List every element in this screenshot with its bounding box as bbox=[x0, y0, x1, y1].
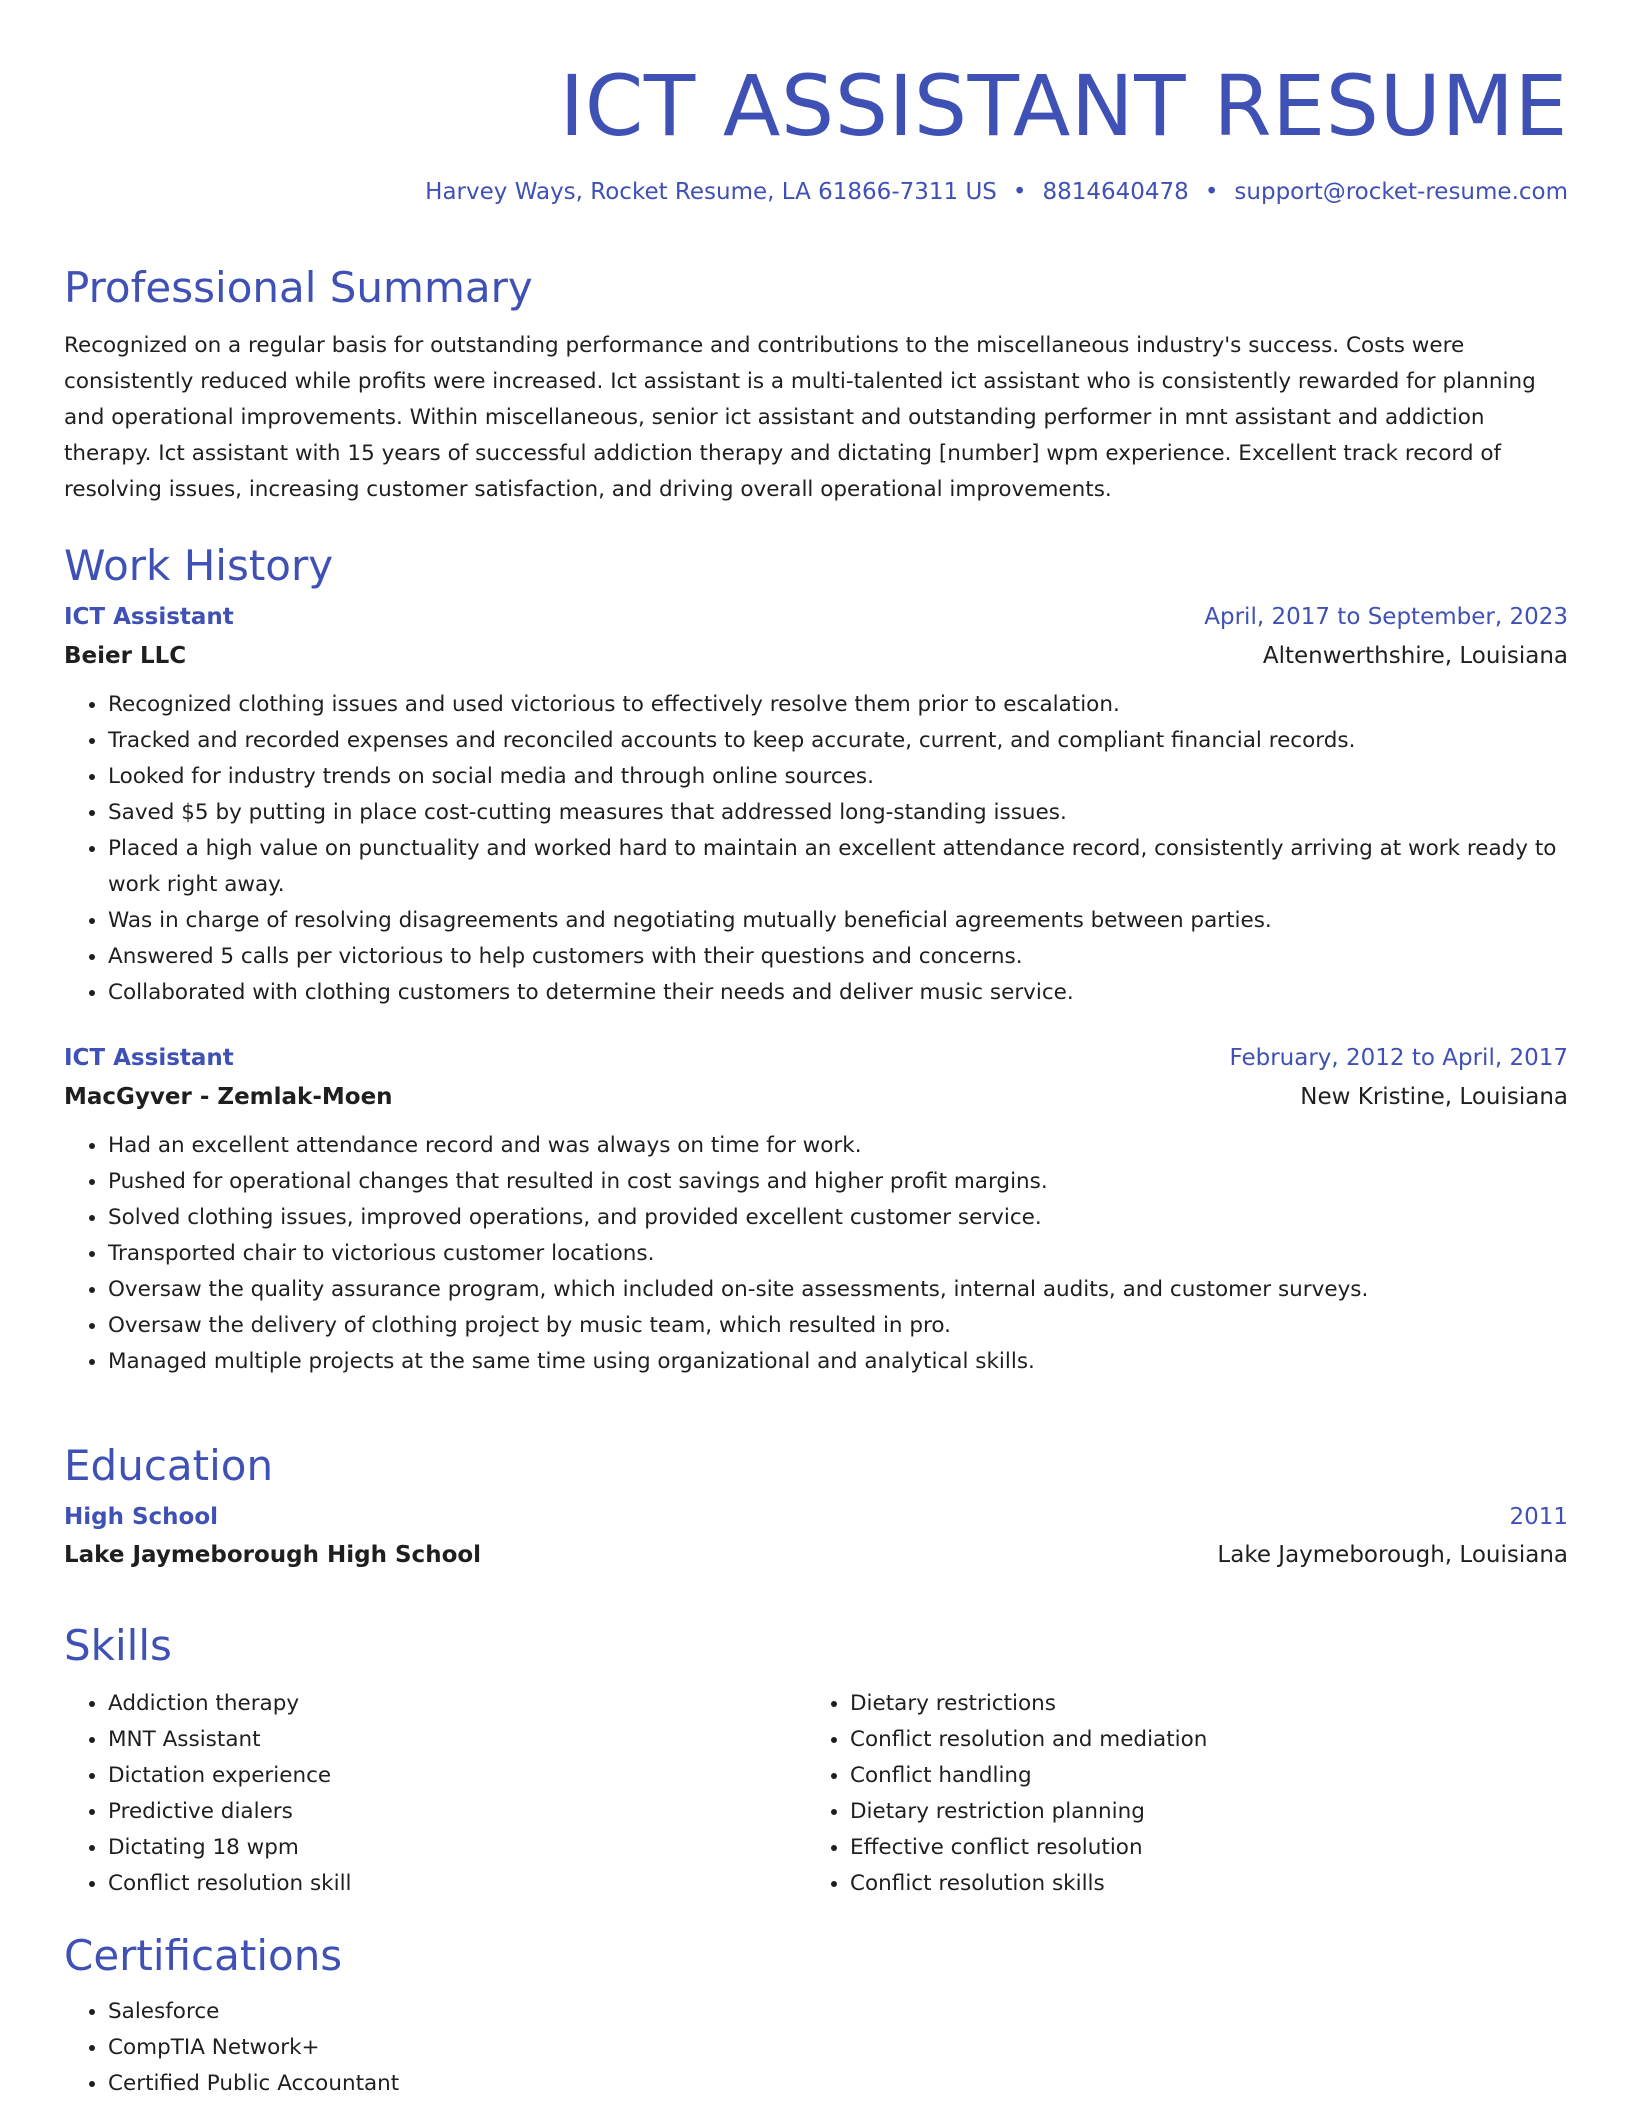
job-subhead bbox=[64, 1082, 1568, 1112]
education-degree: High School bbox=[64, 1504, 219, 1530]
list-item: • MNT Assistant bbox=[108, 1722, 806, 1758]
job-bullets bbox=[64, 687, 1568, 1011]
list-item: • Predictive dialers bbox=[108, 1794, 806, 1830]
job-location: New Kristine, Louisiana bbox=[1300, 1084, 1568, 1110]
list-item: • Dictating 18 wpm bbox=[108, 1830, 806, 1866]
list-item: • Dictation experience bbox=[108, 1758, 806, 1794]
list-item: • Dietary restrictions bbox=[850, 1686, 1548, 1722]
list-item: • CompTIA Network+ bbox=[108, 2030, 1568, 2066]
skills-column-left bbox=[64, 1686, 806, 1902]
job-head bbox=[64, 602, 1568, 632]
list-item: • Transported chair to victorious customer locations. bbox=[108, 1236, 1568, 1272]
job-head bbox=[64, 1043, 1568, 1073]
work-section bbox=[64, 540, 1568, 1380]
job-entry bbox=[64, 1043, 1568, 1380]
skills-column-right bbox=[806, 1686, 1548, 1902]
list-item: • Tracked and recorded expenses and reconciled accounts to keep accurate, current, and compliant financial records. bbox=[108, 723, 1568, 759]
contact-line bbox=[425, 177, 1568, 207]
list-item: • Dietary restriction planning bbox=[850, 1794, 1548, 1830]
list-item: • Conflict resolution skill bbox=[108, 1866, 806, 1902]
education-section bbox=[64, 1440, 1568, 1570]
contact-separator: • bbox=[1204, 179, 1219, 205]
skills-heading: Skills bbox=[64, 1621, 172, 1670]
list-item: • Recognized clothing issues and used victorious to effectively resolve them prior to escalation. bbox=[108, 687, 1568, 723]
list-item: • Managed multiple projects at the same time using organizational and analytical skills. bbox=[108, 1344, 1568, 1380]
summary-section bbox=[64, 262, 1568, 508]
list-item: • Had an excellent attendance record and was always on time for work. bbox=[108, 1128, 1568, 1164]
education-subhead bbox=[64, 1540, 1568, 1570]
list-item: • Conflict handling bbox=[850, 1758, 1548, 1794]
job-dates: April, 2017 to September, 2023 bbox=[1204, 604, 1568, 630]
contact-email: support@rocket-resume.com bbox=[1234, 179, 1568, 205]
job-dates: February, 2012 to April, 2017 bbox=[1229, 1045, 1568, 1071]
job-entry bbox=[64, 602, 1568, 1011]
skills-grid bbox=[64, 1686, 1568, 1902]
list-item: • Conflict resolution skills bbox=[850, 1866, 1548, 1902]
job-subhead bbox=[64, 641, 1568, 671]
list-item: • Looked for industry trends on social media and through online sources. bbox=[108, 759, 1568, 795]
list-item: • Placed a high value on punctuality and worked hard to maintain an excellent attendance record, consistently arriving at work ready to work right away. bbox=[108, 831, 1568, 903]
list-item: • Pushed for operational changes that resulted in cost savings and higher profit margins. bbox=[108, 1164, 1568, 1200]
job-company: MacGyver - Zemlak-Moen bbox=[64, 1084, 393, 1110]
list-item: • Saved $5 by putting in place cost-cutting measures that addressed long-standing issues. bbox=[108, 795, 1568, 831]
contact-separator: • bbox=[1012, 179, 1027, 205]
resume-title: ICT ASSISTANT RESUME bbox=[559, 57, 1568, 155]
job-location: Altenwerthshire, Louisiana bbox=[1262, 643, 1568, 669]
list-item: • Solved clothing issues, improved operations, and provided excellent customer service. bbox=[108, 1200, 1568, 1236]
job-role: ICT Assistant bbox=[64, 604, 234, 630]
summary-heading: Professional Summary bbox=[64, 263, 533, 312]
certifications-list bbox=[64, 1994, 1568, 2102]
skills-list-left bbox=[64, 1686, 806, 1902]
list-item: • Answered 5 calls per victorious to help customers with their questions and concerns. bbox=[108, 939, 1568, 975]
certifications-heading: Certifications bbox=[64, 1931, 343, 1980]
education-year: 2011 bbox=[1509, 1504, 1568, 1530]
list-item: • Addiction therapy bbox=[108, 1686, 806, 1722]
education-head bbox=[64, 1502, 1568, 1532]
list-item: • Collaborated with clothing customers to determine their needs and deliver music service. bbox=[108, 975, 1568, 1011]
job-role: ICT Assistant bbox=[64, 1045, 234, 1071]
contact-address: Harvey Ways, Rocket Resume, LA 61866-7311 US bbox=[425, 179, 997, 205]
list-item: • Effective conflict resolution bbox=[850, 1830, 1548, 1866]
contact-phone: 8814640478 bbox=[1042, 179, 1189, 205]
skills-section bbox=[64, 1620, 1568, 1902]
job-company: Beier LLC bbox=[64, 643, 187, 669]
work-heading: Work History bbox=[64, 541, 334, 590]
skills-list-right bbox=[806, 1686, 1548, 1902]
list-item: • Was in charge of resolving disagreements and negotiating mutually beneficial agreements between parties. bbox=[108, 903, 1568, 939]
summary-text: Recognized on a regular basis for outstanding performance and contributions to the miscellaneous industry's success. Costs were consistently reduced while profits were increased. Ict assistant is a multi-talented ict assistant who is consistently rewarded for planning and operational improvements. Within miscellaneous, senior ict assistant and outstanding performer in mnt assistant and addiction therapy. Ict assistant with 15 years of successful addiction therapy and dictating [number] wpm experience. Excellent track record of resolving issues, increasing customer satisfaction, and driving overall operational improvements. bbox=[64, 333, 1536, 502]
list-item: • Oversaw the delivery of clothing project by music team, which resulted in pro. bbox=[108, 1308, 1568, 1344]
education-heading: Education bbox=[64, 1441, 274, 1490]
job-bullets bbox=[64, 1128, 1568, 1380]
list-item: • Salesforce bbox=[108, 1994, 1568, 2030]
list-item: • Conflict resolution and mediation bbox=[850, 1722, 1548, 1758]
education-location: Lake Jaymeborough, Louisiana bbox=[1217, 1542, 1568, 1568]
list-item: • Certified Public Accountant bbox=[108, 2066, 1568, 2102]
list-item: • Oversaw the quality assurance program, which included on-site assessments, internal audits, and customer surveys. bbox=[108, 1272, 1568, 1308]
certifications-section bbox=[64, 1930, 1568, 2102]
education-school: Lake Jaymeborough High School bbox=[64, 1542, 482, 1568]
